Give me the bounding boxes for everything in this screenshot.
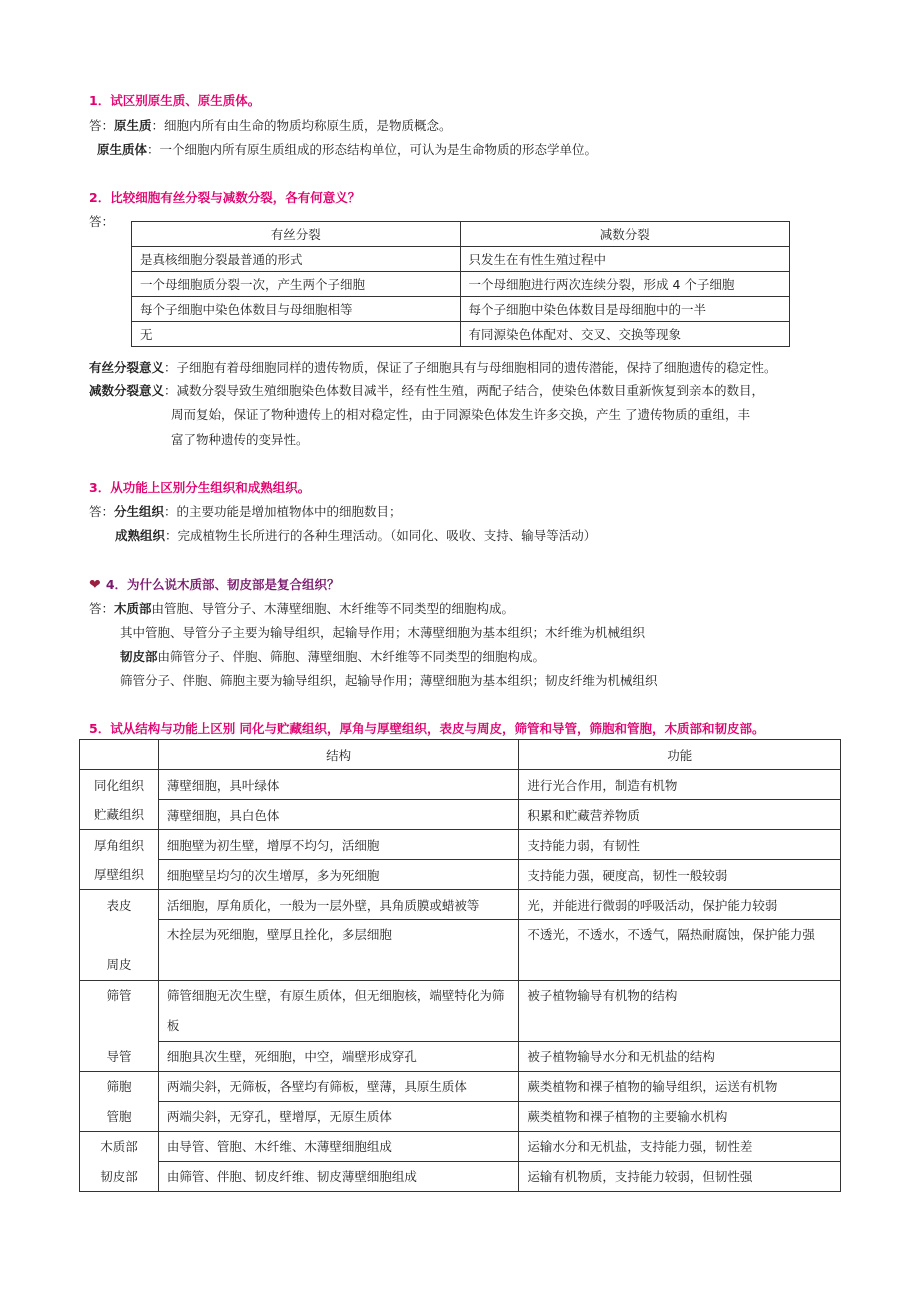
q3-line1 bbox=[89, 502, 402, 520]
q3-line2 bbox=[115, 526, 596, 544]
term-mature-tissue: 成熟组织 bbox=[115, 528, 166, 543]
table-row bbox=[80, 1041, 841, 1071]
function-cell: 进行光合作用，制造有机物 bbox=[519, 770, 841, 800]
table-row bbox=[80, 1101, 841, 1131]
function-cell: 蕨类植物和裸子植物的输导组织，运送有机物 bbox=[519, 1071, 841, 1101]
header-meiosis: 减数分裂 bbox=[460, 222, 790, 247]
meiosis-line1: ：减数分裂导致生殖细胞染色体数目减半，经有性生殖，两配子结合，使染色体数目重新恢复到亲本的数目， bbox=[164, 383, 765, 398]
def-meristem: ：的主要功能是增加植物体中的细胞数目； bbox=[164, 504, 402, 519]
tissue-name: 周皮 bbox=[80, 920, 159, 981]
function-cell: 积累和贮藏营养物质 bbox=[519, 800, 841, 830]
q4-line2: 其中管胞、导管分子主要为输导组织，起输导作用；木薄壁细胞为基本组织；木纤维为机械组织 bbox=[120, 625, 646, 640]
header-blank bbox=[80, 740, 159, 770]
meiosis-line2: 周而复始，保证了物种遗传上的相对稳定性，由于同源染色体发生许多交换，产生 了遗传物质的重组，丰 bbox=[171, 407, 750, 422]
def-mature-tissue: ：完成植物生长所进行的各种生理活动。（如同化、吸收、支持、输导等活动） bbox=[165, 528, 597, 543]
term-meristem: 分生组织 bbox=[114, 504, 165, 519]
function-cell: 蕨类植物和裸子植物的主要输水机构 bbox=[519, 1101, 841, 1131]
structure-cell: 筛管细胞无次生壁，有原生质体，但无细胞核，端壁特化为筛板 bbox=[158, 980, 519, 1041]
meiosis-significance bbox=[89, 381, 764, 399]
function-cell: 光，并能进行微弱的呼吸活动，保护能力较弱 bbox=[519, 890, 841, 920]
structure-cell: 两端尖斜，无穿孔，壁增厚，无原生质体 bbox=[158, 1101, 519, 1131]
function-cell: 运输水分和无机盐，支持能力强，韧性差 bbox=[519, 1131, 841, 1161]
structure-cell: 木拴层为死细胞，壁厚且拴化，多层细胞 bbox=[158, 920, 519, 981]
structure-cell: 细胞壁为初生壁，增厚不均匀，活细胞 bbox=[158, 830, 519, 860]
q4-line1 bbox=[89, 599, 514, 617]
def-xylem: 由管胞、导管分子、木薄壁细胞、木纤维等不同类型的细胞构成。 bbox=[151, 601, 515, 616]
table-row bbox=[80, 980, 841, 1041]
def-protoplast: ：一个细胞内所有原生质组成的形态结构单位，可认为是生命物质的形态学单位。 bbox=[147, 142, 598, 157]
table-row bbox=[80, 860, 841, 890]
table-row bbox=[132, 297, 790, 322]
tissue-name: 厚角组织 bbox=[80, 830, 159, 860]
table-row bbox=[80, 1071, 841, 1101]
function-cell: 被子植物输导水分和无机盐的结构 bbox=[519, 1041, 841, 1071]
table-row bbox=[80, 830, 841, 860]
table-row bbox=[132, 322, 790, 347]
q2-answer-prefix: 答： bbox=[89, 214, 115, 229]
q3-title: 3．从功能上区别分生组织和成熟组织。 bbox=[89, 480, 311, 495]
structure-cell: 细胞壁呈均匀的次生增厚，多为死细胞 bbox=[158, 860, 519, 890]
table-row bbox=[132, 272, 790, 297]
cell-meiosis: 每个子细胞中染色体数目是母细胞中的一半 bbox=[460, 297, 790, 322]
def-protoplasm: ：细胞内所有由生命的物质均称原生质，是物质概念。 bbox=[151, 118, 452, 133]
table-row bbox=[80, 770, 841, 800]
tissue-name: 表皮 bbox=[80, 890, 159, 920]
header-structure: 结构 bbox=[158, 740, 519, 770]
function-cell: 支持能力强，硬度高，韧性一般较弱 bbox=[519, 860, 841, 890]
table-row bbox=[80, 890, 841, 920]
cell-meiosis: 只发生在有性生殖过程中 bbox=[460, 247, 790, 272]
header-function: 功能 bbox=[519, 740, 841, 770]
cell-mitosis: 一个母细胞质分裂一次，产生两个子细胞 bbox=[132, 272, 461, 297]
header-mitosis: 有丝分裂 bbox=[132, 222, 461, 247]
term-phloem: 韧皮部 bbox=[120, 649, 158, 664]
answer-prefix: 答： bbox=[89, 601, 115, 616]
structure-cell: 薄壁细胞，具叶绿体 bbox=[158, 770, 519, 800]
tissue-name: 导管 bbox=[80, 1041, 159, 1071]
cell-meiosis: 一个母细胞进行两次连续分裂，形成 4 个子细胞 bbox=[460, 272, 790, 297]
function-cell: 不透光，不透水，不透气，隔热耐腐蚀，保护能力强 bbox=[519, 920, 841, 981]
q4-title: 4．为什么说木质部、韧皮部是复合组织？ bbox=[105, 577, 340, 592]
q5-title: 5．试从结构与功能上区别 同化与贮藏组织，厚角与厚壁组织，表皮与周皮，筛管和导管，筛胞和管胞，木质部和韧皮部。 bbox=[89, 721, 765, 736]
answer-prefix: 答： bbox=[89, 118, 115, 133]
cell-mitosis: 无 bbox=[132, 322, 461, 347]
table-header-row bbox=[132, 222, 790, 247]
def-phloem: 由筛管分子、伴胞、筛胞、薄壁细胞、木纤维等不同类型的细胞构成。 bbox=[157, 649, 546, 664]
q2-compare-table bbox=[131, 221, 790, 347]
mitosis-label: 有丝分裂意义 bbox=[89, 360, 165, 375]
structure-cell: 由导管、管胞、木纤维、木薄壁细胞组成 bbox=[158, 1131, 519, 1161]
tissue-name: 管胞 bbox=[80, 1101, 159, 1131]
structure-cell: 两端尖斜，无筛板，各壁均有筛板，壁薄，具原生质体 bbox=[158, 1071, 519, 1101]
table-row bbox=[80, 1161, 841, 1191]
tissue-name: 木质部 bbox=[80, 1131, 159, 1161]
meiosis-line3: 富了物种遗传的变异性。 bbox=[171, 432, 309, 447]
mitosis-text: ：子细胞有着母细胞同样的遗传物质，保证了子细胞具有与母细胞相同的遗传潜能，保持了细胞遗传的稳定性。 bbox=[164, 360, 777, 375]
mitosis-significance bbox=[89, 358, 777, 376]
table-row bbox=[80, 1131, 841, 1161]
q1-title: 1．试区别原生质、原生质体。 bbox=[89, 93, 261, 108]
q4-line4: 筛管分子、伴胞、筛胞主要为输导组织，起输导作用；薄壁细胞为基本组织；韧皮纤维为机械组织 bbox=[120, 673, 658, 688]
heart-icon: ❤ bbox=[89, 577, 101, 593]
term-xylem: 木质部 bbox=[114, 601, 152, 616]
structure-cell: 活细胞，厚角质化，一般为一层外壁，具角质膜或蜡被等 bbox=[158, 890, 519, 920]
cell-mitosis: 是真核细胞分裂最普通的形式 bbox=[132, 247, 461, 272]
meiosis-label: 减数分裂意义 bbox=[89, 383, 165, 398]
term-protoplasm: 原生质 bbox=[114, 118, 152, 133]
tissue-name: 筛胞 bbox=[80, 1071, 159, 1101]
answer-prefix: 答： bbox=[89, 504, 115, 519]
structure-cell: 细胞具次生壁，死细胞，中空，端壁形成穿孔 bbox=[158, 1041, 519, 1071]
tissue-name: 贮藏组织 bbox=[80, 800, 159, 830]
q4-title-line bbox=[89, 574, 340, 593]
q1-line1 bbox=[89, 116, 452, 134]
tissue-name: 韧皮部 bbox=[80, 1161, 159, 1191]
tissue-name: 筛管 bbox=[80, 980, 159, 1041]
table-row bbox=[80, 920, 841, 981]
tissue-name: 同化组织 bbox=[80, 770, 159, 800]
cell-meiosis: 有同源染色体配对、交叉、交换等现象 bbox=[460, 322, 790, 347]
table-row bbox=[132, 247, 790, 272]
cell-mitosis: 每个子细胞中染色体数目与母细胞相等 bbox=[132, 297, 461, 322]
q2-title: 2．比较细胞有丝分裂与减数分裂，各有何意义？ bbox=[89, 190, 361, 205]
tissue-name: 厚壁组织 bbox=[80, 860, 159, 890]
structure-cell: 由筛管、伴胞、韧皮纤维、韧皮薄壁细胞组成 bbox=[158, 1161, 519, 1191]
term-protoplast: 原生质体 bbox=[97, 142, 148, 157]
q5-compare-table bbox=[79, 739, 841, 1192]
q1-line2 bbox=[97, 140, 597, 158]
table-row bbox=[80, 800, 841, 830]
q4-line3 bbox=[120, 647, 545, 665]
function-cell: 被子植物输导有机物的结构 bbox=[519, 980, 841, 1041]
table-header-row bbox=[80, 740, 841, 770]
structure-cell: 薄壁细胞，具白色体 bbox=[158, 800, 519, 830]
function-cell: 支持能力弱，有韧性 bbox=[519, 830, 841, 860]
function-cell: 运输有机物质，支持能力较弱，但韧性强 bbox=[519, 1161, 841, 1191]
